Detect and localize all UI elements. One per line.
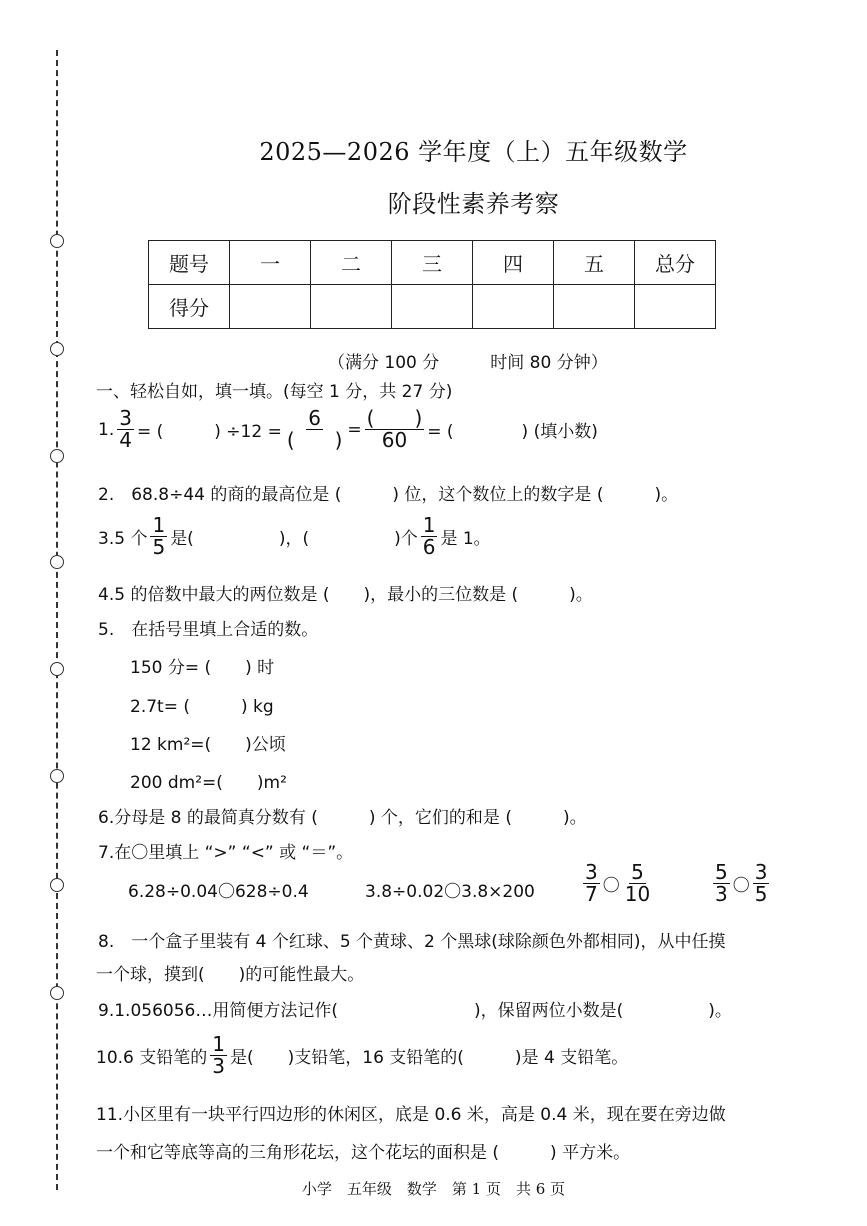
exam-title: 2025—2026 学年度（上）五年级数学 (259, 138, 688, 166)
q3-f1-num: 1 (152, 513, 166, 537)
q7-c-circle: 〇 (602, 876, 620, 896)
q3-fraction-2 (421, 515, 438, 558)
score-header-cell: 总分 (635, 241, 716, 285)
score-cell[interactable] (392, 285, 473, 329)
question-8-line1: 8. 一个盒子里装有 4 个红球、5 个黄球、2 个黑球(球除颜色外都相同)，从中任摸 (98, 932, 726, 952)
q1-part-a: = ( ) ÷12 = (136, 422, 282, 442)
question-10 (96, 1034, 628, 1077)
question-2: 2. 68.8÷44 的商的最高位是 ( ) 位，这个数位上的数字是 ( )。 (98, 485, 679, 505)
q7-d2-den: 5 (754, 882, 768, 906)
q1-fraction-2 (285, 408, 345, 451)
q3-f1-den: 5 (152, 535, 166, 559)
exam-subtitle: 阶段性素养考察 (387, 190, 560, 218)
q1-f2-num: 6 (308, 406, 321, 430)
q7-c2-den: 10 (624, 882, 651, 906)
question-4: 4.5 的倍数中最大的两位数是 ( )，最小的三位数是 ( )。 (98, 585, 593, 605)
score-row-label: 得分 (149, 285, 230, 329)
q3-f2-den: 6 (422, 535, 436, 559)
score-cell[interactable] (311, 285, 392, 329)
question-3 (98, 515, 491, 558)
score-header-cell: 一 (230, 241, 311, 285)
q10-f-den: 3 (212, 1054, 225, 1078)
q1-f3-num: ( ) (366, 406, 423, 430)
q7-d1-num: 5 (715, 860, 728, 884)
q1-f3-den: 60 (381, 428, 408, 452)
q1-frac-num: 3 (119, 406, 132, 430)
binding-hole (50, 342, 64, 356)
binding-hole (50, 662, 64, 676)
question-8-line2: 一个球，摸到( )的可能性最大。 (96, 965, 365, 985)
q3-text-c: 是 1。 (440, 529, 491, 549)
score-header-cell: 题号 (149, 241, 230, 285)
question-6: 6.分母是 8 的最简真分数有 ( ) 个，它们的和是 ( )。 (98, 808, 587, 828)
q3-text-a: 3.5 个 (98, 529, 148, 549)
score-header-cell: 二 (311, 241, 392, 285)
q3-text-b: 是( )，( )个 (170, 529, 418, 549)
binding-hole (50, 234, 64, 248)
q7-d2-num: 3 (754, 860, 768, 884)
q5-item: 150 分= ( ) 时 (130, 658, 275, 678)
q5-item: 12 km²=( )公顷 (130, 735, 286, 755)
q7-d-frac-2 (753, 862, 770, 905)
page-footer: 小学 五年级 数学 第 1 页 共 6 页 (301, 1180, 566, 1198)
q7-item-a: 6.28÷0.04〇628÷0.4 (128, 882, 309, 902)
q7-c1-den: 7 (585, 882, 598, 906)
q3-f2-num: 1 (422, 513, 436, 537)
binding-hole (50, 986, 64, 1000)
q1-f2-den: ( ) (286, 428, 343, 452)
binding-hole (50, 555, 64, 569)
question-5: 5. 在括号里填上合适的数。 (98, 620, 319, 640)
q3-fraction-1 (150, 515, 167, 558)
q7-d-circle: 〇 (732, 876, 750, 896)
q7-c1-num: 3 (585, 860, 598, 884)
score-header-cell: 三 (392, 241, 473, 285)
q1-prefix: 1. (98, 419, 115, 440)
q7-item-b: 3.8÷0.02〇3.8×200 (365, 882, 535, 902)
q1-fraction (117, 408, 134, 451)
binding-hole (50, 449, 64, 463)
q7-item-d (710, 862, 772, 905)
score-table-header-row (149, 241, 716, 285)
q10-text-b: 是( )支铅笔，16 支铅笔的( )是 4 支铅笔。 (230, 1048, 629, 1068)
q7-c-frac-2 (623, 862, 652, 905)
score-table (148, 240, 716, 329)
q1-fraction-3 (365, 408, 425, 451)
q7-c2-num: 5 (631, 860, 644, 884)
binding-margin-line (56, 50, 58, 1190)
q7-d1-den: 3 (715, 882, 728, 906)
question-11-line1: 11.小区里有一块平行四边形的休闲区，底是 0.6 米，高是 0.4 米，现在要在旁边做 (96, 1105, 726, 1125)
question-11-line2: 一个和它等底等高的三角形花坛，这个花坛的面积是 ( ) 平方米。 (96, 1143, 631, 1163)
score-cell[interactable] (635, 285, 716, 329)
question-1 (98, 408, 598, 451)
binding-hole (50, 878, 64, 892)
score-table-score-row (149, 285, 716, 329)
question-7: 7.在〇里填上 “>” “<” 或 “＝”。 (98, 843, 354, 863)
exam-info: （满分 100 分 时间 80 分钟） (328, 353, 608, 373)
q1-eq: = (347, 419, 362, 440)
q10-text-a: 10.6 支铅笔的 (96, 1048, 208, 1068)
q7-item-c (580, 862, 655, 905)
q5-item: 200 dm²=( )m² (130, 773, 287, 793)
q10-fraction (210, 1034, 227, 1077)
section1-heading: 一、轻松自如，填一填。(每空 1 分，共 27 分) (96, 382, 453, 402)
question-9: 9.1.056056…用简便方法记作( )，保留两位小数是( )。 (98, 1001, 732, 1021)
score-cell[interactable] (473, 285, 554, 329)
q5-item: 2.7t= ( ) kg (130, 697, 274, 717)
q7-c-frac-1 (583, 862, 600, 905)
score-cell[interactable] (554, 285, 635, 329)
score-header-cell: 四 (473, 241, 554, 285)
binding-hole (50, 769, 64, 783)
score-header-cell: 五 (554, 241, 635, 285)
q10-f-num: 1 (212, 1032, 225, 1056)
score-cell[interactable] (230, 285, 311, 329)
q1-part-b: = ( ) (填小数) (427, 422, 598, 442)
q1-frac-den: 4 (119, 428, 132, 452)
q7-d-frac-1 (713, 862, 730, 905)
